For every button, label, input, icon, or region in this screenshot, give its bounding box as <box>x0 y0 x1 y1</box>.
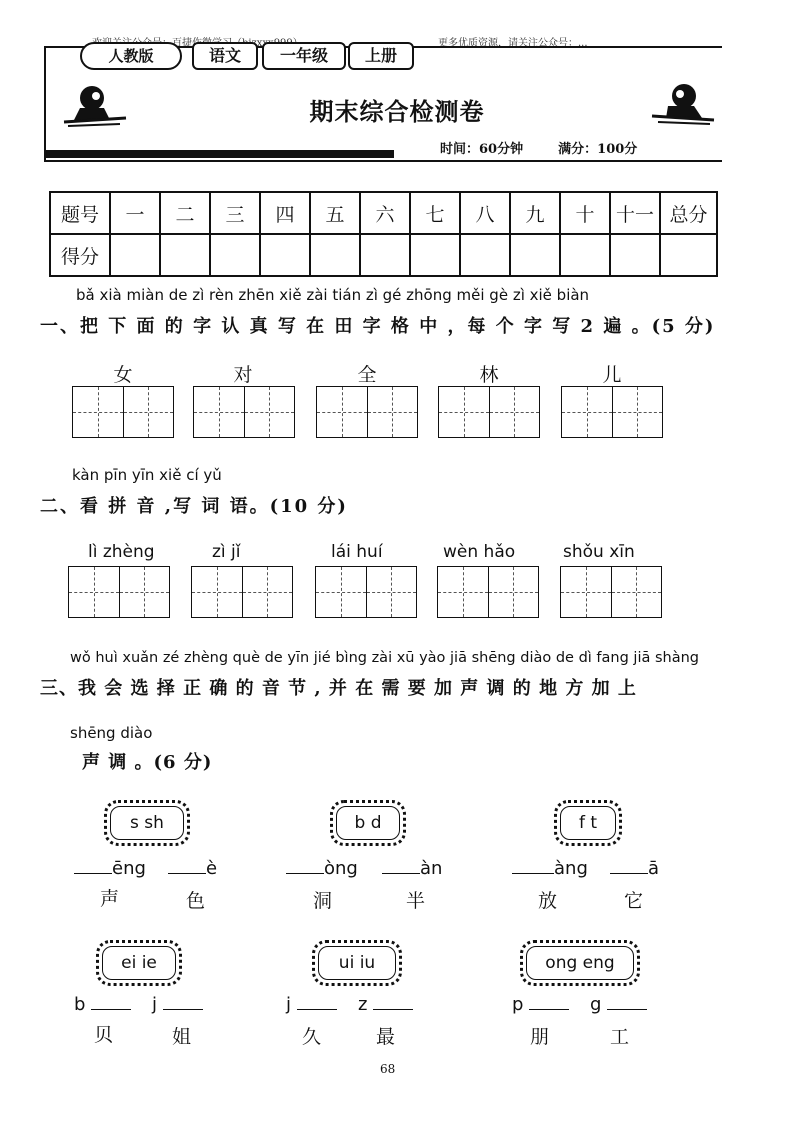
score-col: 十一 <box>610 192 660 234</box>
score-cell[interactable] <box>410 234 460 276</box>
q3-hanzi: 朋 <box>530 1026 550 1048</box>
q3-hanzi: 放 <box>538 890 558 912</box>
exam-time: 时间：60分钟 <box>440 142 524 157</box>
q1-char: 全 <box>357 364 377 386</box>
q2-word-pinyin: shǒu xīn <box>563 542 635 562</box>
score-cell[interactable] <box>610 234 660 276</box>
q3-fill-item[interactable]: b <box>74 994 131 1015</box>
q2-word-pinyin: wèn hǎo <box>443 542 516 562</box>
q3-hanzi: 色 <box>186 890 206 912</box>
q2-writing-grid[interactable] <box>68 566 170 618</box>
score-col: 三 <box>210 192 260 234</box>
score-table <box>49 191 718 277</box>
q3-choice-box: s sh <box>104 800 190 846</box>
q3-fill-item[interactable]: j <box>152 994 203 1015</box>
q2-title: 二、看 拼 音 ,写 词 语。(10 分) <box>40 496 348 517</box>
score-col: 九 <box>510 192 560 234</box>
score-col: 五 <box>310 192 360 234</box>
q3-hanzi: 它 <box>624 890 644 912</box>
q1-writing-grid[interactable] <box>72 386 174 438</box>
q1-char: 女 <box>113 364 133 386</box>
score-cell[interactable] <box>310 234 360 276</box>
q3-fill-item[interactable]: ēng <box>74 858 146 879</box>
publisher-tab: 人教版 <box>80 42 182 70</box>
volume-tab: 上册 <box>348 42 414 70</box>
q3-choice-box: ui iu <box>312 940 402 986</box>
score-table-header-label: 题号 <box>50 192 110 234</box>
q2-writing-grid[interactable] <box>315 566 417 618</box>
score-cell[interactable] <box>210 234 260 276</box>
score-table-score-label: 得分 <box>50 234 110 276</box>
q3-choice-box: b d <box>330 800 406 846</box>
q2-word-pinyin: zì jǐ <box>212 542 241 562</box>
watermark-right: 更多优质资源，请关注公众号：... <box>438 38 588 49</box>
q3-hanzi: 贝 <box>94 1024 114 1046</box>
q2-word-pinyin: lái huí <box>331 542 383 562</box>
q2-word-pinyin: lì zhèng <box>88 542 155 562</box>
header-bottom-bar <box>44 150 394 158</box>
score-table-header-row <box>50 192 717 234</box>
q1-char: 儿 <box>602 364 622 386</box>
score-col: 七 <box>410 192 460 234</box>
q3-fill-item[interactable]: j <box>286 994 337 1015</box>
score-cell[interactable] <box>460 234 510 276</box>
score-cell[interactable] <box>560 234 610 276</box>
grade-tab: 一年级 <box>262 42 346 70</box>
page-number: 68 <box>380 1062 396 1076</box>
q3-hanzi: 洞 <box>313 890 333 912</box>
q3-fill-item[interactable]: àng <box>512 858 588 879</box>
score-cell[interactable] <box>360 234 410 276</box>
q3-fill-item[interactable]: àn <box>382 858 442 879</box>
score-col: 八 <box>460 192 510 234</box>
q1-char: 林 <box>479 364 499 386</box>
q3-fill-item[interactable]: p <box>512 994 569 1015</box>
q1-char: 对 <box>233 364 253 386</box>
score-cell-total[interactable] <box>660 234 717 276</box>
score-table-score-row <box>50 234 717 276</box>
score-col: 二 <box>160 192 210 234</box>
q1-writing-grid[interactable] <box>438 386 540 438</box>
q3-pinyin-2: shēng diào <box>70 724 153 742</box>
q3-fill-item[interactable]: z <box>358 994 413 1015</box>
q3-choice-box: ong eng <box>520 940 640 986</box>
q3-hanzi: 声 <box>100 888 120 910</box>
score-col: 十 <box>560 192 610 234</box>
q2-pinyin: kàn pīn yīn xiě cí yǔ <box>72 466 222 484</box>
q3-choice-box: f t <box>554 800 622 846</box>
q3-fill-item[interactable]: òng <box>286 858 358 879</box>
exam-info <box>440 138 637 157</box>
score-col-total: 总分 <box>660 192 717 234</box>
q3-fill-item[interactable]: è <box>168 858 217 879</box>
q3-title-2: 声 调 。(6 分) <box>82 752 213 773</box>
q1-writing-grid[interactable] <box>561 386 663 438</box>
score-cell[interactable] <box>160 234 210 276</box>
q3-hanzi: 最 <box>376 1026 396 1048</box>
q1-pinyin: bǎ xià miàn de zì rèn zhēn xiě zài tián zì gé zhōng měi gè zì xiě biàn <box>76 286 590 304</box>
q3-fill-item[interactable]: ā <box>610 858 659 879</box>
q3-hanzi: 久 <box>302 1026 322 1048</box>
page-title: 期末综合检测卷 <box>309 97 485 126</box>
q3-hanzi: 半 <box>406 890 426 912</box>
q1-writing-grid[interactable] <box>316 386 418 438</box>
q3-choice-box: ei ie <box>96 940 182 986</box>
q3-hanzi: 工 <box>610 1026 630 1048</box>
score-col: 一 <box>110 192 160 234</box>
q3-fill-item[interactable]: g <box>590 994 647 1015</box>
q2-writing-grid[interactable] <box>191 566 293 618</box>
full-score: 满分：100分 <box>558 142 638 157</box>
q2-writing-grid[interactable] <box>437 566 539 618</box>
q3-hanzi: 姐 <box>172 1026 192 1048</box>
score-cell[interactable] <box>260 234 310 276</box>
score-col: 六 <box>360 192 410 234</box>
q1-writing-grid[interactable] <box>193 386 295 438</box>
score-col: 四 <box>260 192 310 234</box>
q3-pinyin: wǒ huì xuǎn zé zhèng què de yīn jié bìng zài xū yào jiā shēng diào de dì fang jiā shàng <box>70 650 699 666</box>
q3-title: 三、我 会 选 择 正 确 的 音 节 , 并 在 需 要 加 声 调 的 地 方 加 上 <box>40 678 637 699</box>
score-cell[interactable] <box>110 234 160 276</box>
q2-writing-grid[interactable] <box>560 566 662 618</box>
q1-title: 一、把 下 面 的 字 认 真 写 在 田 字 格 中 ，每 个 字 写 2 遍 。(5 分) <box>40 316 716 337</box>
subject-tab: 语文 <box>192 42 258 70</box>
score-cell[interactable] <box>510 234 560 276</box>
